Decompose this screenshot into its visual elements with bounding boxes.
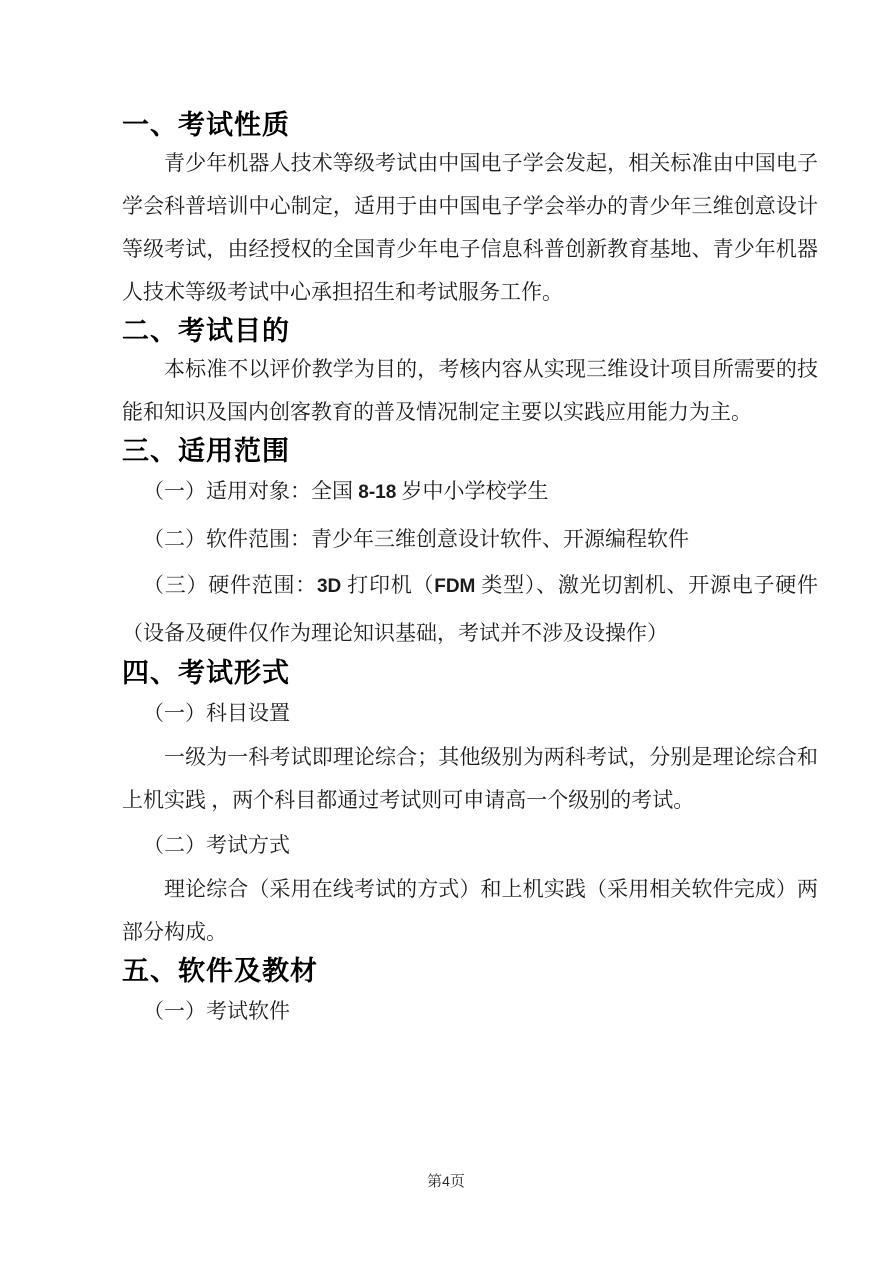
paragraph-exam-method: 理论综合（采用在线考试的方式）和上机实践（采用相关软件完成）两部分构成。 xyxy=(122,877,818,944)
list-item-applicable-target xyxy=(122,468,818,516)
item-text: （三）硬件范围： xyxy=(143,573,317,597)
page-number-text: 页 xyxy=(449,1174,465,1190)
item-text: 类型）、激光切割机、开源电子硬件（设备及硬件仅作为理论知识基础，考试并不涉及设操作） xyxy=(122,573,819,645)
page-number xyxy=(0,1170,892,1193)
subheading-exam-method: （二）考试方式 xyxy=(143,833,290,857)
section-heading-exam-format: 四、考试形式 xyxy=(122,658,290,688)
subheading-subject-setup: （一）科目设置 xyxy=(143,701,290,725)
section-heading-exam-purpose: 二、考试目的 xyxy=(122,316,290,346)
section-heading-exam-nature: 一、考试性质 xyxy=(122,110,290,140)
list-item-software-scope: （二）软件范围：青少年三维创意设计软件、开源编程软件 xyxy=(143,527,689,551)
paragraph-exam-nature: 青少年机器人技术等级考试由中国电子学会发起，相关标准由中国电子学会科普培训中心制定，适用于由中国电子学会举办的青少年三维创意设计等级考试，由经授权的全国青少年电子信息科普创新教育基地、青少年机器人技术等级考试中心承担招生和考试服务工作。 xyxy=(122,151,818,304)
subheading-exam-software: （一）考试软件 xyxy=(143,999,290,1023)
item-term-3d: 3D xyxy=(316,576,342,597)
paragraph-exam-purpose: 本标准不以评价教学为目的，考核内容从实现三维设计项目所需要的技能和知识及国内创客教育的普及情况制定主要以实践应用能力为主。 xyxy=(122,357,818,424)
item-text: （一）适用对象：全国 xyxy=(143,479,359,503)
section-heading-software-materials: 五、软件及教材 xyxy=(122,956,318,986)
item-text: 打印机（ xyxy=(341,573,435,597)
item-text: 岁中小学校学生 xyxy=(396,479,549,503)
section-heading-scope: 三、适用范围 xyxy=(122,436,290,466)
item-term-fdm: FDM xyxy=(434,576,476,597)
page-number-text: 第 xyxy=(427,1174,443,1190)
paragraph-subject-setup: 一级为一科考试即理论综合；其他级别为两科考试，分别是理论综合和上机实践 ，两个科目都通过考试则可申请高一个级别的考试。 xyxy=(122,745,818,812)
list-item-hardware-scope xyxy=(122,562,818,656)
page-number-value: 4 xyxy=(442,1173,450,1189)
item-age-range: 8-18 xyxy=(358,482,397,503)
